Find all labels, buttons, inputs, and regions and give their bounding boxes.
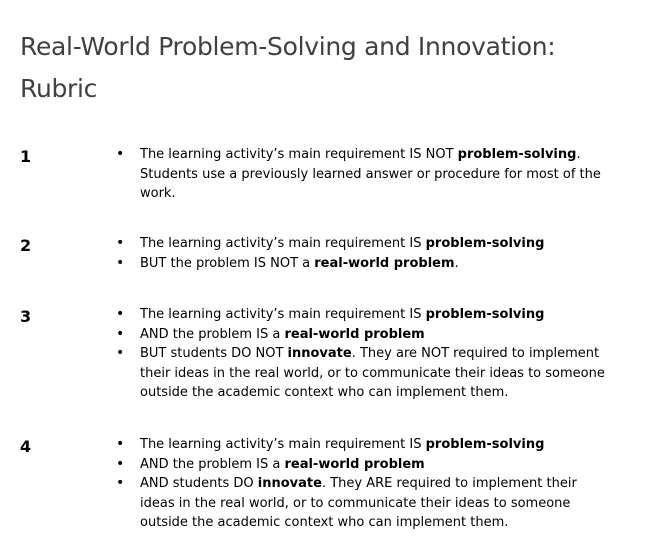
criterion-text: . Students use a previously learned answer or procedure for most of the work. xyxy=(140,147,601,201)
bullet-icon: • xyxy=(116,325,125,342)
criterion-item xyxy=(0,145,615,204)
criterion-emphasis: problem-solving xyxy=(425,307,545,322)
criterion-text: The learning activity’s main requirement IS xyxy=(140,437,426,452)
criterion-text: The learning activity’s main requirement IS xyxy=(140,236,426,251)
criterion-item xyxy=(0,435,615,455)
criterion-text: AND the problem IS a xyxy=(140,326,285,342)
criteria-list xyxy=(0,145,615,204)
criteria-list xyxy=(0,435,615,533)
bullet-icon: • xyxy=(116,254,125,271)
criterion-item xyxy=(0,474,615,533)
criterion-item xyxy=(0,325,615,345)
criterion-text: AND students DO xyxy=(140,476,258,491)
criterion-item xyxy=(0,254,615,274)
score-label: 4 xyxy=(20,437,32,456)
criterion-text: . They ARE required to implement their ideas in the real world, or to communicate their ideas to someone outside the academic context who can implement them. xyxy=(140,476,577,530)
criterion-emphasis: problem-solving xyxy=(457,147,577,162)
criteria-list xyxy=(0,234,615,273)
criterion-text: The learning activity’s main requirement IS NOT xyxy=(140,147,458,162)
criterion-item xyxy=(0,344,615,403)
bullet-icon: • xyxy=(116,146,125,162)
criterion-text: . xyxy=(454,255,459,271)
criterion-text: AND the problem IS a xyxy=(140,456,285,472)
criterion-text: BUT the problem IS NOT a xyxy=(140,255,315,271)
criterion-emphasis: real-world problem xyxy=(314,255,455,271)
criterion-item xyxy=(0,305,615,325)
criterion-emphasis: problem-solving xyxy=(425,437,545,452)
page-title: Real-World Problem-Solving and Innovation: Rubric xyxy=(20,32,556,103)
criterion-emphasis: innovate xyxy=(257,476,322,491)
bullet-icon: • xyxy=(116,345,125,361)
criterion-emphasis: problem-solving xyxy=(425,236,545,251)
score-label: 2 xyxy=(20,236,32,255)
criterion-emphasis: real-world problem xyxy=(284,456,425,472)
bullet-icon: • xyxy=(116,475,125,491)
criteria-list xyxy=(0,305,615,403)
criterion-emphasis: innovate xyxy=(287,346,352,361)
criterion-item xyxy=(0,234,615,254)
criterion-text: The learning activity’s main requirement IS xyxy=(140,307,426,322)
bullet-icon: • xyxy=(116,436,125,452)
bullet-icon: • xyxy=(116,455,125,472)
bullet-icon: • xyxy=(116,306,125,322)
criterion-text: BUT students DO NOT xyxy=(140,346,288,361)
score-label: 3 xyxy=(20,307,32,326)
criterion-emphasis: real-world problem xyxy=(284,326,425,342)
score-label: 1 xyxy=(20,147,32,166)
criterion-item xyxy=(0,455,615,475)
criterion-text: . They are NOT required to implement their ideas in the real world, or to communicate their ideas to someone outside the academic context who can implement them. xyxy=(140,346,605,400)
bullet-icon: • xyxy=(116,235,125,251)
